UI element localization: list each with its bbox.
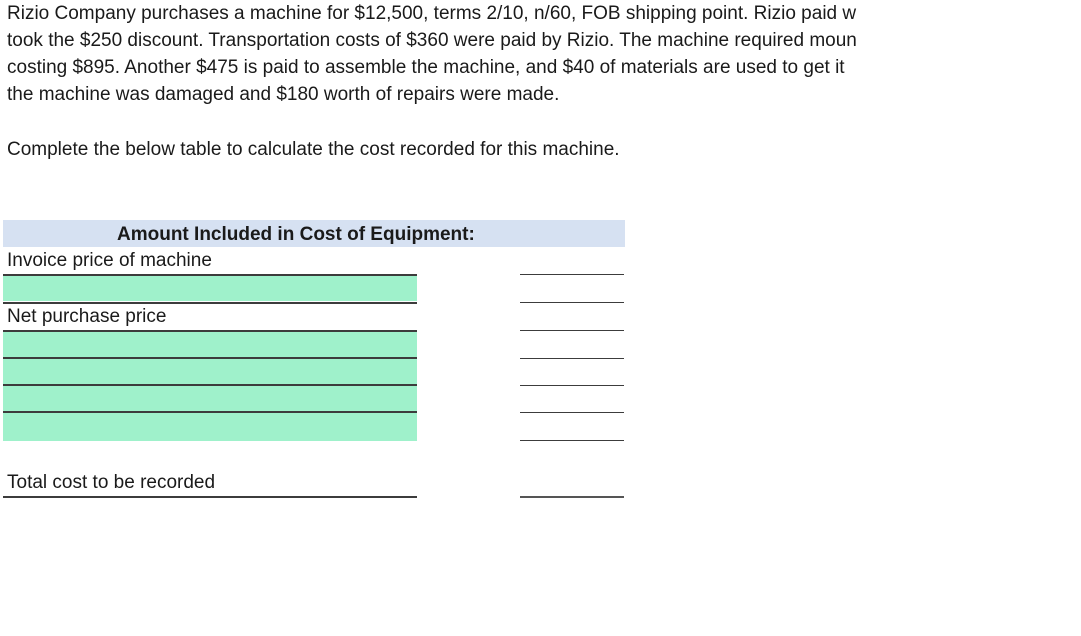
addition-4-description-input[interactable] <box>3 413 417 441</box>
row-rule <box>3 496 417 498</box>
discount-amount-input[interactable] <box>520 280 624 302</box>
invoice-price-label: Invoice price of machine <box>7 250 212 271</box>
table-header-title: Amount Included in Cost of Equipment: <box>117 224 475 245</box>
amount-rule <box>520 358 624 359</box>
net-amount-input[interactable] <box>520 308 624 330</box>
amount-rule <box>520 330 624 331</box>
amount-rule <box>520 412 624 413</box>
total-cost-label: Total cost to be recorded <box>7 472 216 493</box>
problem-line: Rizio Company purchases a machine for $12,500, terms 2/10, n/60, FOB shipping point. Rizio paid w <box>7 3 857 24</box>
amount-rule <box>520 385 624 386</box>
addition-3-amount-input[interactable] <box>520 390 624 412</box>
net-purchase-price-label: Net purchase price <box>7 306 167 327</box>
total-amount-input[interactable] <box>520 474 624 496</box>
problem-text <box>7 0 1081 108</box>
discount-description-input[interactable] <box>3 276 417 301</box>
instruction-text: Complete the below table to calculate the cost recorded for this machine. <box>7 139 620 160</box>
amount-rule <box>520 440 624 441</box>
amount-rule <box>520 302 624 303</box>
addition-2-amount-input[interactable] <box>520 363 624 385</box>
problem-line: the machine was damaged and $180 worth of repairs were made. <box>7 84 560 105</box>
invoice-amount-input[interactable] <box>520 252 624 274</box>
amount-rule <box>520 274 624 275</box>
amount-rule <box>520 496 624 498</box>
problem-line: took the $250 discount. Transportation costs of $360 were paid by Rizio. The machine required moun <box>7 30 857 51</box>
addition-1-amount-input[interactable] <box>520 336 624 358</box>
problem-line: costing $895. Another $475 is paid to assemble the machine, and $40 of materials are used to get it <box>7 57 845 78</box>
addition-3-description-input[interactable] <box>3 386 417 411</box>
row-rule <box>3 302 417 304</box>
addition-1-description-input[interactable] <box>3 332 417 357</box>
addition-2-description-input[interactable] <box>3 359 417 384</box>
addition-4-amount-input[interactable] <box>520 418 624 440</box>
